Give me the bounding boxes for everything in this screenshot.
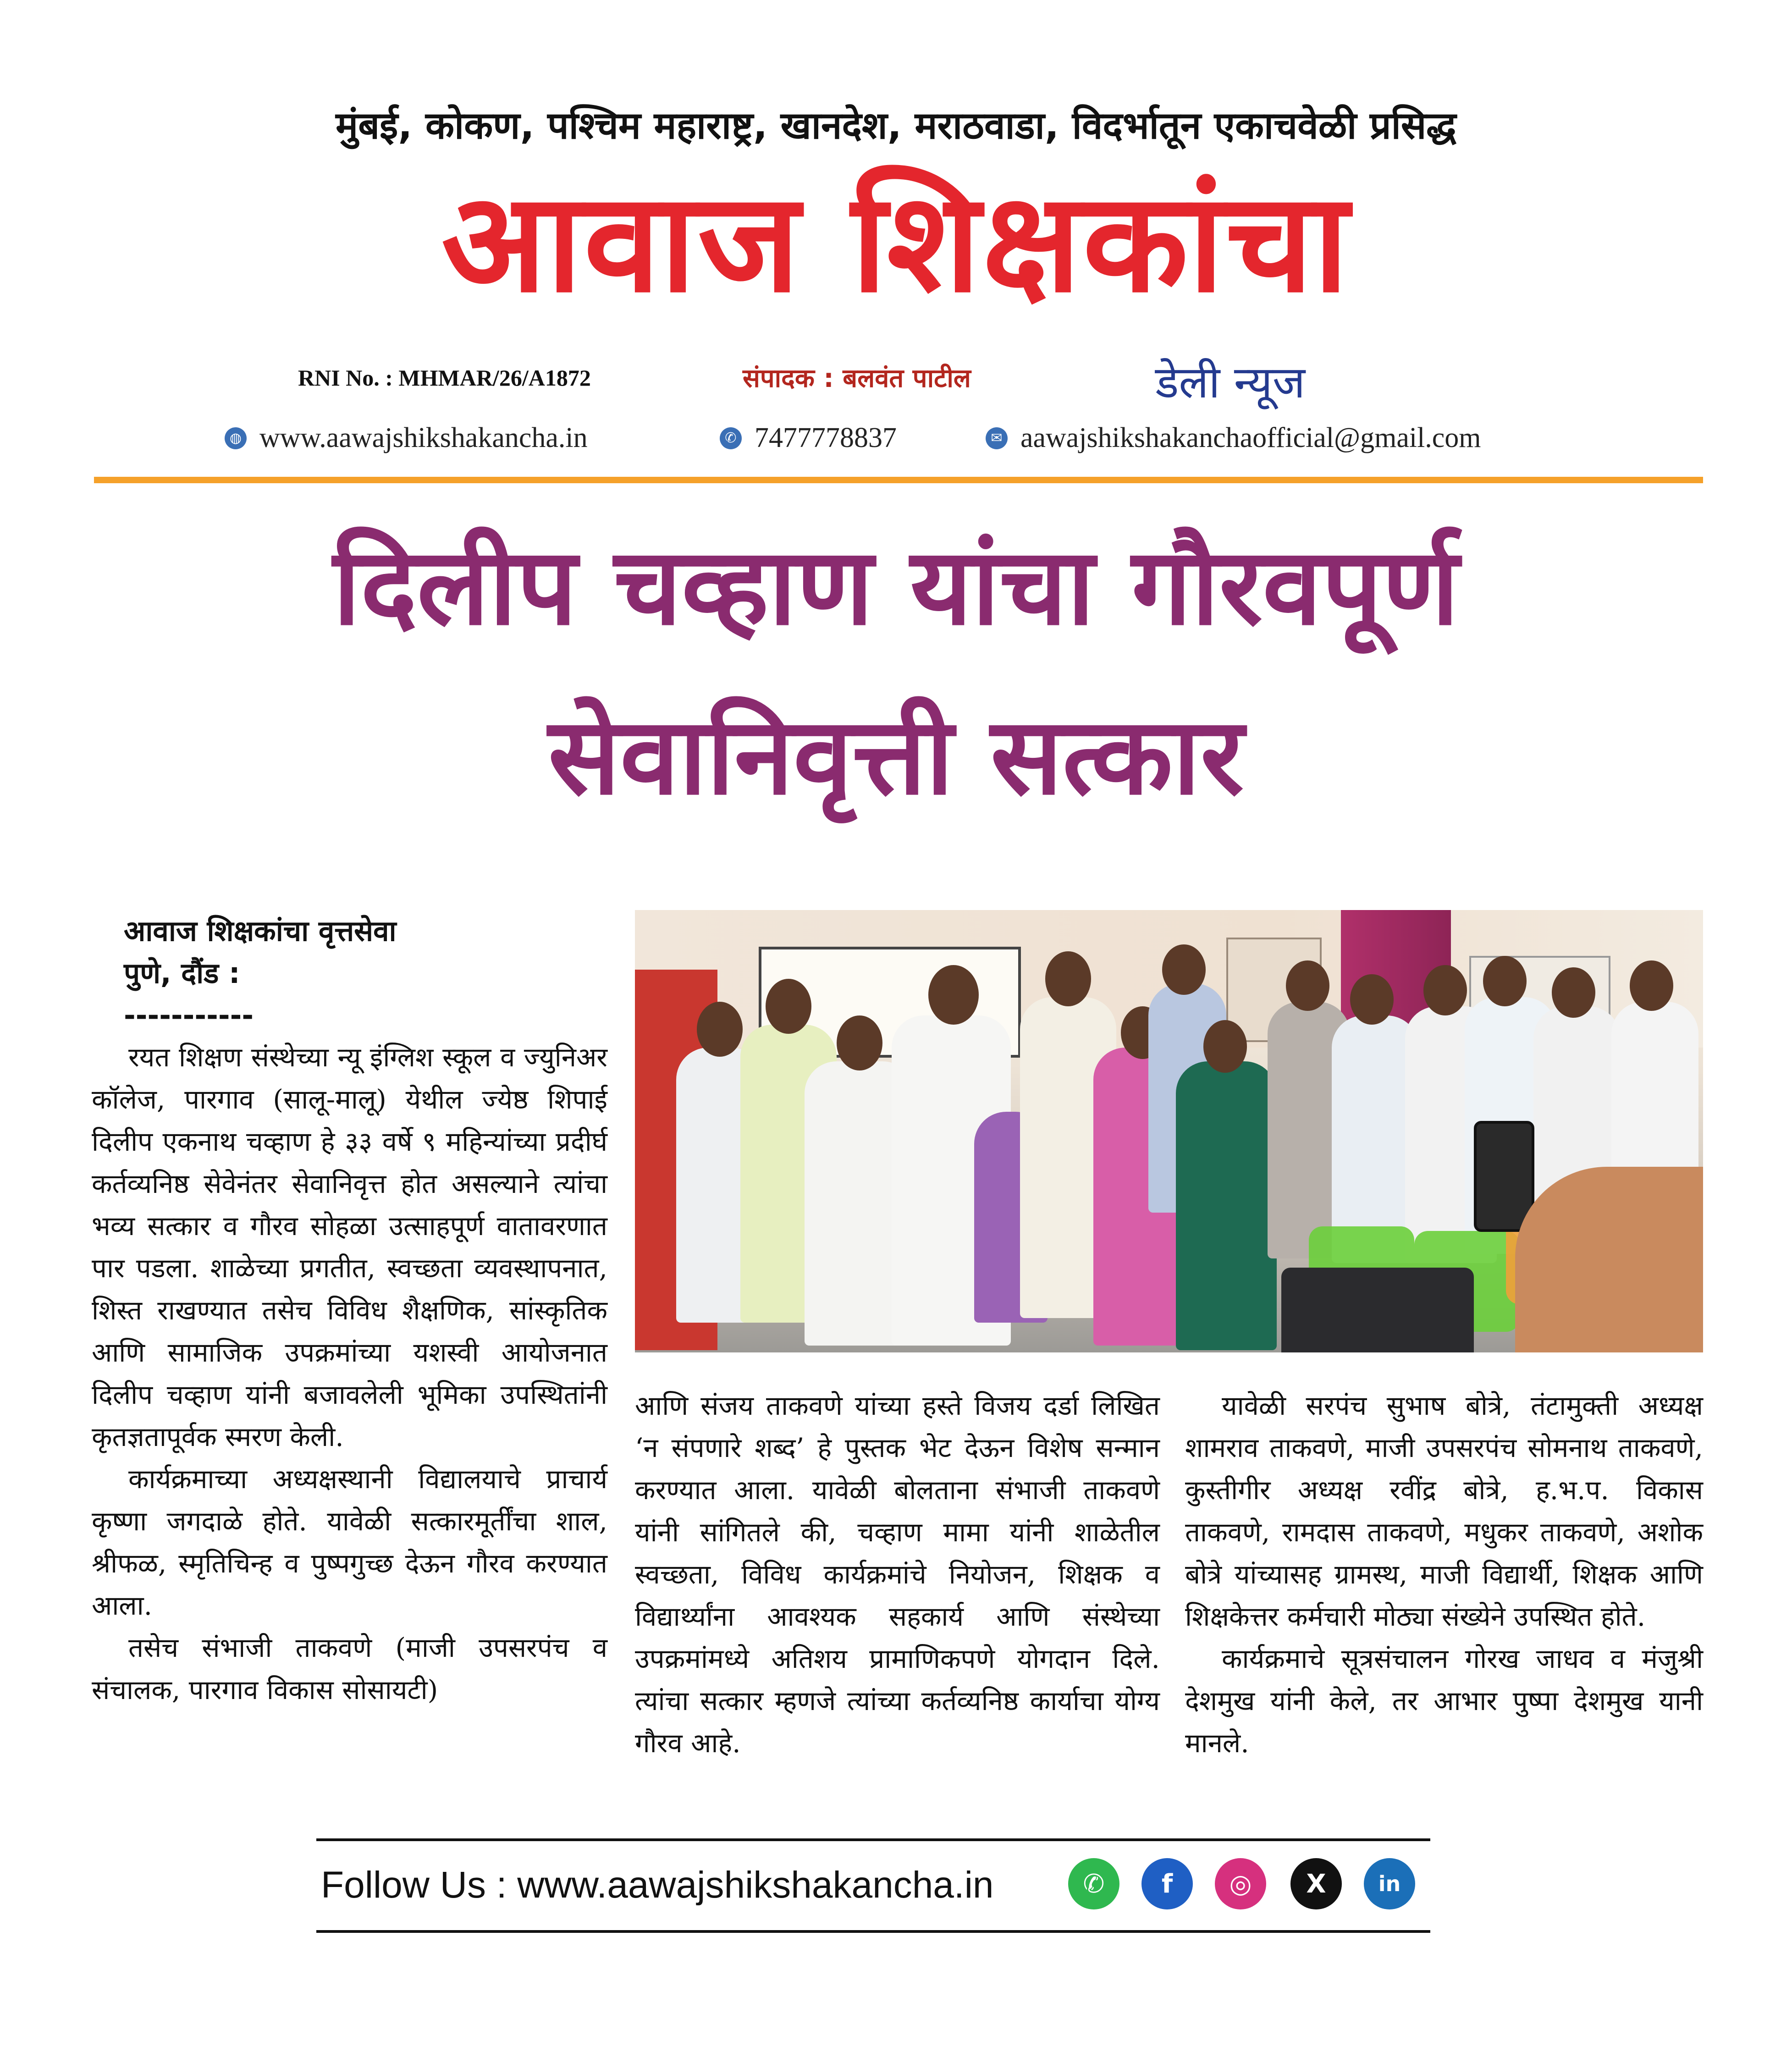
event-photo — [635, 910, 1703, 1352]
phone-contact[interactable] — [720, 422, 897, 454]
facebook-icon[interactable]: f — [1141, 1858, 1193, 1909]
byline-dashes: ----------- — [124, 999, 254, 1032]
footer-top-rule — [316, 1838, 1430, 1841]
editor-name: संपादक : बलवंत पाटील — [743, 364, 971, 393]
col3-paragraph-2: कार्यक्रमाचे सूत्रसंचालन गोरख जाधव व मंजुश्री देशमुख यांनी केले, तर आभार पुष्पा देशमुख यानी मानले. — [1185, 1643, 1703, 1759]
website-contact[interactable] — [225, 422, 588, 454]
daily-news-label: डेली न्यूज — [1155, 357, 1306, 408]
rni-number: RNI No. : MHMAR/26/A1872 — [298, 365, 591, 391]
whatsapp-icon[interactable]: ✆ — [1068, 1858, 1119, 1909]
email-contact[interactable] — [986, 422, 1481, 454]
email-link[interactable]: aawajshikshakanchaofficial@gmail.com — [1020, 422, 1481, 453]
headline-line-1: दिलीप चव्हाण यांचा गौरवपूर्ण — [333, 525, 1459, 649]
article-column-1 — [92, 1036, 607, 1711]
linkedin-icon[interactable]: in — [1364, 1858, 1415, 1909]
col3-paragraph-1: यावेळी सरपंच सुभाष बोत्रे, तंटामुक्ती अध्यक्ष शामराव ताकवणे, माजी उपसरपंच सोमनाथ ताकवणे, कुस्तीगीर अध्यक्ष रवींद्र बोत्रे, ह.भ.प. विकास ताकवणे, रामदास ताकवणे, मधुकर ताकवणे, अशोक बोत्रे यांच्यासह ग्रामस्थ, माजी विद्यार्थी, शिक्षक आणि शिक्षकेत्तर कर्मचारी मोठ्या संख्येने उपस्थित होते. — [1185, 1390, 1703, 1632]
article-column-3 — [1185, 1385, 1703, 1764]
article-column-2 — [635, 1385, 1160, 1764]
tagline: मुंबई, कोकण, पश्चिम महाराष्ट्र, खानदेश, मराठवाडा, विदर्भातून एकाचवेळी प्रसिद्ध — [336, 104, 1456, 148]
byline — [124, 910, 397, 1037]
col1-paragraph-2: कार्यक्रमाच्या अध्यक्षस्थानी विद्यालयाचे प्राचार्य कृष्णा जगदाळे होते. यावेळी सत्कारमूर्तींचा शाल, श्रीफळ, स्मृतिचिन्ह व पुष्पगुच्छ देऊन गौरव करण्यात आला. — [92, 1463, 607, 1621]
masthead-title: आवाज शिक्षकांचा — [441, 163, 1351, 323]
col1-paragraph-1: रयत शिक्षण संस्थेच्या न्यू इंग्लिश स्कूल व ज्युनिअर कॉलेज, पारगाव (सालू-मालू) येथील ज्येष्ठ शिपाई दिलीप एकनाथ चव्हाण हे ३३ वर्षे ९ महिन्यांच्या प्रदीर्घ कर्तव्यनिष्ठ सेवेनंतर सेवानिवृत्त होत असल्याने त्यांचा भव्य सत्कार व गौरव सोहळा उत्साहपूर्ण वातावरणात पार पडला. शाळेच्या प्रगतीत, स्वच्छता व्यवस्थापनात, शिस्त राखण्यात तसेच विविध शैक्षणिक, सांस्कृतिक आणि सामाजिक उपक्रमांच्या यशस्वी आयोजनात दिलीप चव्हाण यांनी बजावलेली भूमिका उपस्थितांनी कृतज्ञतापूर्वक स्मरण केली. — [92, 1042, 607, 1452]
email-icon: ✉ — [986, 427, 1008, 449]
phone-number[interactable]: 7477778837 — [755, 422, 897, 453]
x-icon[interactable]: X — [1290, 1858, 1342, 1909]
globe-icon: ◍ — [225, 427, 247, 449]
footer-bottom-rule — [316, 1930, 1430, 1933]
col1-paragraph-3: तसेच संभाजी ताकवणे (माजी उपसरपंच व संचालक, पारगाव विकास सोसायटी) — [92, 1632, 607, 1705]
headline-line-2: सेवानिवृत्ती सत्कार — [548, 695, 1244, 818]
col2-paragraph-1: आणि संजय ताकवणे यांच्या हस्ते विजय दर्डा लिखित ‘न संपणारे शब्द’ हे पुस्तक भेट देऊन विशेष सन्मान करण्यात आला. यावेळी बोलताना संभाजी ताकवणे यांनी सांगितले की, चव्हाण मामा यांनी शाळेतील स्वच्छता, विविध कार्यक्रमांचे नियोजन, शिक्षक व विद्यार्थ्यांना आवश्यक सहकार्य आणि संस्थेच्या उपक्रमांमध्ये अतिशय प्रामाणिकपणे योगदान दिले. त्यांचा सत्कार म्हणजे त्यांच्या कर्तव्यनिष्ठ कार्याचा योग्य गौरव आहे. — [635, 1390, 1160, 1759]
byline-place: पुणे, दौंड : — [124, 956, 240, 990]
byline-source: आवाज शिक्षकांचा वृत्तसेवा — [124, 914, 397, 948]
website-link[interactable]: www.aawajshikshakancha.in — [259, 422, 588, 453]
instagram-icon[interactable]: ◎ — [1215, 1858, 1266, 1909]
header-divider — [94, 477, 1703, 483]
phone-icon: ✆ — [720, 427, 742, 449]
follow-us-text[interactable]: Follow Us : www.aawajshikshakancha.in — [321, 1864, 994, 1906]
